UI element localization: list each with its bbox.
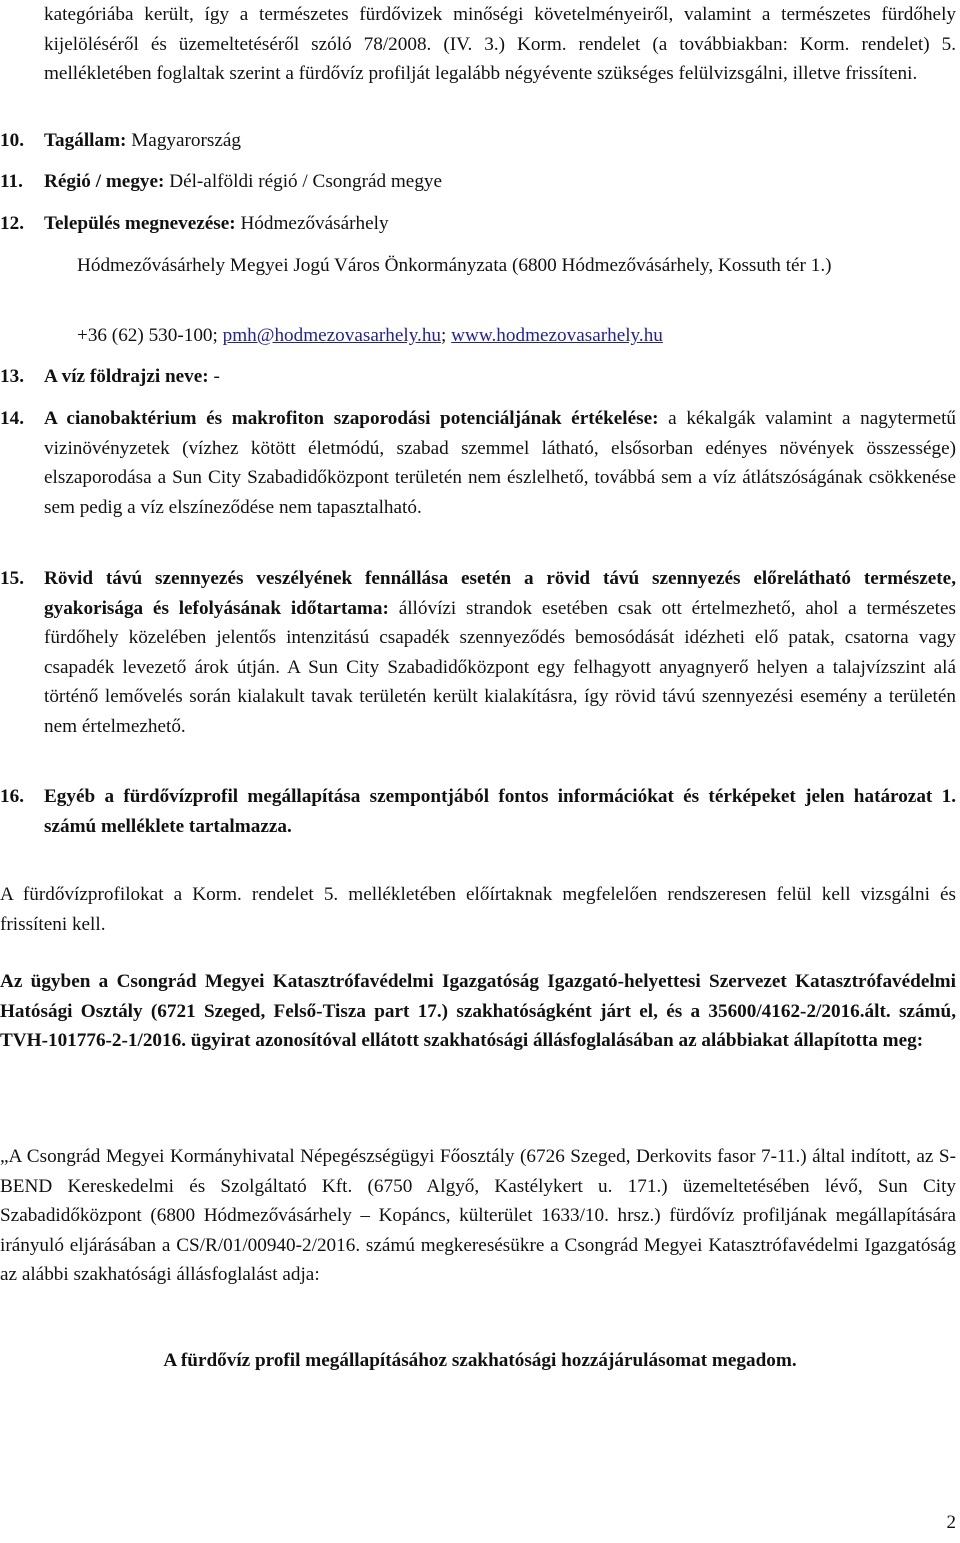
item-label: A víz földrajzi neve: bbox=[44, 366, 209, 387]
item-label: Rövid távú szennyezés veszélyének fennállása esetén a rövid távú szennyezés előrelátható természete, gyakorisága és lefolyásának időtartama: bbox=[44, 568, 956, 619]
item-number: 11. bbox=[0, 171, 23, 192]
conclusion-statement: A fürdővíz profil megállapításához szakhatósági hozzájárulásomat megadom. bbox=[163, 1350, 797, 1371]
item-label: Tagállam: bbox=[44, 130, 127, 151]
item-number: 14. bbox=[0, 408, 24, 429]
item-value: Dél-alföldi régió / Csongrád megye bbox=[164, 171, 443, 192]
item-value: állóvízi strandok esetében csak ott értelmezhető, ahol a természetes fürdőhely közelében jelentős intenzitású csapadék szennyeződés bemosódását idézheti elő patak, csatorna vagy csapadék levezető árok útján. A Sun City Szabadidőközpont egy felhagyott anyagnyerő helyen a talajvízszint alá történő lemővelés során kialakult tavak területén került kialakításra, így rövid távú szennyezési esemény a területén nem értelmezhető. bbox=[44, 597, 956, 737]
email-link[interactable]: pmh@hodmezovasarhely.hu bbox=[222, 325, 442, 346]
municipality-contacts bbox=[77, 321, 956, 351]
item-label: Egyéb a fürdővízprofil megállapítása szempontjából fontos információkat és térképeket jelen határozat 1. számú melléklete tartalmazza. bbox=[44, 786, 956, 837]
item-number: 12. bbox=[0, 213, 24, 234]
page-number: 2 bbox=[946, 1512, 956, 1533]
review-paragraph: A fürdővízprofilokat a Korm. rendelet 5. mellékletében előírtaknak megfelelően rendszeresen felül kell vizsgálni és frissíteni kell. bbox=[0, 884, 956, 935]
quoted-statement: „A Csongrád Megyei Kormányhivatal Népegészségügyi Főosztály (6726 Szeged, Derkovits fasor 7-11.) által indított, az S-BEND Kereskedelmi és Szolgáltató Kft. (6750 Algyő, Kastélykert u. 171.) üzemeltetésében lévő, Sun City Szabadidőközpont (6800 Hódmezővásárhely – Kopáncs, külterület 1633/10. hrsz.) fürdővíz profiljának megállapítására irányuló eljárásában a CS/R/01/00940-2/2016. számú megkeresésükre a Csongrád Megyei Katasztrófavédelmi Igazgatóság az alábbi szakhatósági állásfoglalást adja: bbox=[0, 1146, 956, 1286]
intro-paragraph: kategóriába került, így a természetes fürdővizek minőségi követelményeiről, valamint a természetes fürdőhely kijelöléséről és üzemeltetéséről szóló 78/2008. (IV. 3.) Korm. rendelet (a továbbiakban: Korm. rendelet) 5. mellékletében foglaltak szerint a fürdővíz profilját legalább négyévente szükséges felülvizsgálni, illetve frissíteni. bbox=[44, 4, 956, 85]
item-number: 15. bbox=[0, 568, 24, 589]
municipality-address: Hódmezővásárhely Megyei Jogú Város Önkormányzata (6800 Hódmezővásárhely, Kossuth tér 1.) bbox=[77, 255, 832, 276]
phone-number: +36 (62) 530-100; bbox=[77, 325, 223, 346]
item-number: 16. bbox=[0, 786, 24, 807]
item-value: Hódmezővásárhely bbox=[235, 213, 389, 234]
item-number: 10. bbox=[0, 130, 24, 151]
item-value: - bbox=[208, 366, 220, 387]
item-value: Magyarország bbox=[126, 130, 241, 151]
item-label: A cianobaktérium és makrofiton szaporodási potenciáljának értékelése: bbox=[44, 408, 659, 429]
authority-paragraph: Az ügyben a Csongrád Megyei Katasztrófavédelmi Igazgatóság Igazgató-helyettesi Szervezet Katasztrófavédelmi Hatósági Osztály (6721 Szeged, Felső-Tisza part 17.) szakhatóságként járt el, és a 35600/4162-2/2016.ált. számú, TVH-101776-2-1/2016. ügyirat azonosítóval ellátott szakhatósági állásfoglalásában az alábbiakat állapította meg: bbox=[0, 971, 956, 1052]
item-number: 13. bbox=[0, 366, 24, 387]
item-label: Régió / megye: bbox=[44, 171, 165, 192]
website-link[interactable]: www.hodmezovasarhely.hu bbox=[451, 325, 663, 346]
item-label: Település megnevezése: bbox=[44, 213, 236, 234]
contact-separator: ; bbox=[441, 325, 452, 346]
item-value: a kékalgák valamint a nagytermetű vizinövényzetek (vízhez kötött életmódú, szabad szemmel látható, elsősorban edényes növények összessége) elszaporodása a Sun City Szabadidőközpont területén nem észlelhető, továbbá sem a víz átlátszóságának csökkenése sem pedig a víz elszíneződése nem tapasztalható. bbox=[44, 408, 957, 518]
